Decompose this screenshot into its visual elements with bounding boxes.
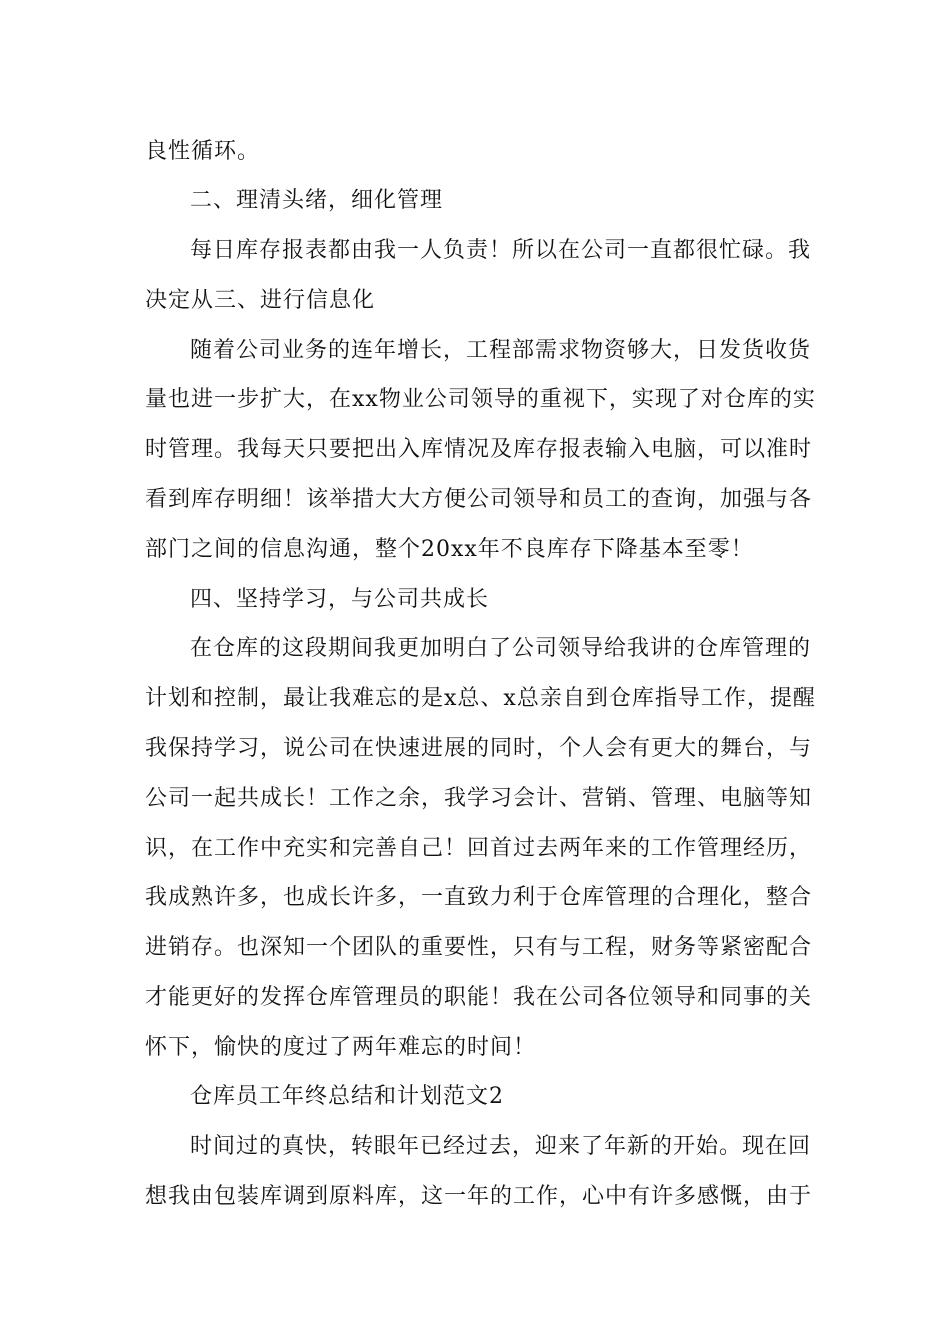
text-line: 才能更好的发挥仓库管理员的职能！我在公司各位领导和同事的关	[145, 985, 813, 1010]
text-line: 良性循环。	[145, 139, 261, 164]
text-line: 我保持学习，说公司在快速进展的同时，个人会有更大的舞台，与	[145, 736, 813, 761]
text-line: 量也进一步扩大，在xx物业公司领导的重视下，实现了对仓库的实	[145, 387, 816, 412]
text-line: 识，在工作中充实和完善自己！回首过去两年来的工作管理经历，	[145, 836, 813, 861]
section-heading: 四、坚持学习，与公司共成长	[190, 587, 490, 612]
section-heading: 二、理清头绪，细化管理	[190, 188, 444, 213]
text-line: 我成熟许多，也成长许多，一直致力利于仓库管理的合理化，整合	[145, 885, 813, 910]
text-line: 每日库存报表都由我一人负责！所以在公司一直都很忙碌。我	[190, 238, 812, 263]
text-line: 部门之间的信息沟通，整个20xx年不良库存下降基本至零！	[145, 537, 754, 562]
text-line: 进销存。也深知一个团队的重要性，只有与工程，财务等紧密配合	[145, 935, 813, 960]
text-line: 时间过的真快，转眼年已经过去，迎来了年新的开始。现在回	[190, 1134, 812, 1159]
text-line: 时管理。我每天只要把出入库情况及库存报表输入电脑，可以准时	[145, 437, 813, 462]
text-line: 想我由包装库调到原料库，这一年的工作，心中有许多感慨，由于	[145, 1184, 813, 1209]
text-line: 随着公司业务的连年增长，工程部需求物资够大，日发货收货	[190, 338, 812, 363]
text-line: 计划和控制，最让我难忘的是x总、x总亲自到仓库指导工作，提醒	[145, 686, 816, 711]
text-line: 怀下，愉快的度过了两年难忘的时间！	[145, 1035, 537, 1060]
text-line: 看到库存明细！该举措大大方便公司领导和员工的查询，加强与各	[145, 487, 813, 512]
text-line: 公司一起共成长！工作之余，我学习会计、营销、管理、电脑等知	[145, 786, 813, 811]
article-title: 仓库员工年终总结和计划范文2	[190, 1084, 504, 1109]
text-line: 在仓库的这段期间我更加明白了公司领导给我讲的仓库管理的	[190, 636, 812, 661]
text-line: 决定从三、进行信息化	[145, 288, 376, 313]
